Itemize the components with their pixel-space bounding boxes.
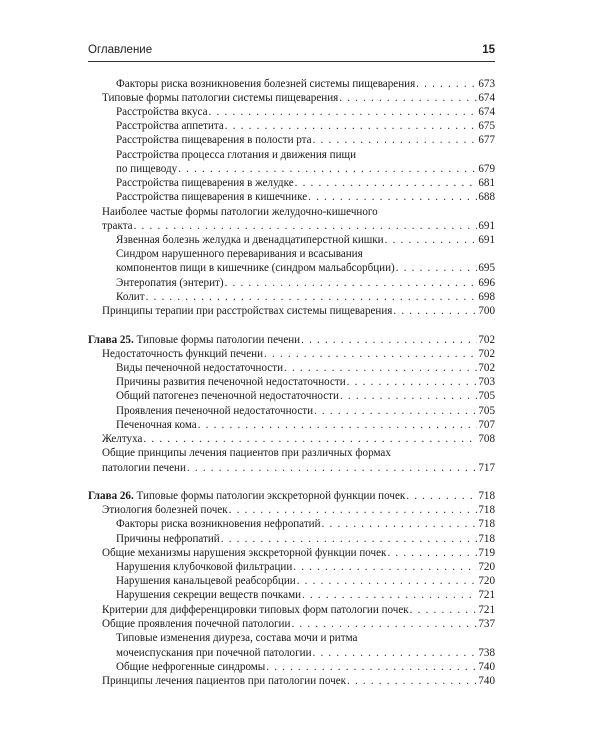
toc-entry — [88, 546, 495, 560]
toc-page-number: 674 — [478, 92, 495, 104]
toc-row — [88, 404, 495, 418]
toc-page-number: 700 — [478, 305, 495, 317]
dot-leader — [308, 190, 477, 204]
toc-title — [102, 461, 186, 475]
toc-row — [88, 574, 495, 588]
toc-title — [116, 133, 312, 147]
toc-entry — [88, 133, 495, 147]
toc-entry — [88, 646, 495, 660]
chapter-label: Глава 25. — [88, 334, 137, 346]
toc-title — [116, 588, 301, 602]
toc-title — [116, 276, 224, 290]
toc-title — [116, 190, 307, 204]
toc-title-text: Типовые формы патологии печени — [136, 334, 301, 346]
toc-title-text: Типовые изменения диуреза, состава мочи и ритма — [116, 632, 358, 644]
toc-page-number: 718 — [478, 518, 495, 530]
dot-leader — [209, 105, 478, 119]
toc-row — [88, 503, 495, 517]
toc-title-text: Энтеропатия (энтерит) — [116, 277, 224, 289]
toc-row — [88, 517, 495, 531]
toc-chapter — [88, 489, 495, 503]
toc-entry — [88, 588, 495, 602]
toc-title — [116, 105, 208, 119]
toc-row — [88, 617, 495, 631]
dot-leader — [314, 404, 477, 418]
dot-leader — [264, 347, 477, 361]
dot-leader — [313, 133, 478, 147]
toc-title-text: Общий патогенез печеночной недостаточности — [116, 390, 339, 402]
toc-row — [88, 91, 495, 105]
toc-title-text: Причины нефропатий — [116, 533, 220, 545]
dot-leader — [134, 219, 478, 233]
toc-row — [88, 361, 495, 375]
toc-page-number: 718 — [478, 533, 495, 545]
toc-title-text: Причины развития печеночной недостаточности — [116, 376, 346, 388]
page-number: 15 — [482, 44, 495, 56]
dot-leader — [146, 290, 478, 304]
toc-page-number: 696 — [478, 277, 495, 289]
running-title: Оглавление — [88, 44, 153, 56]
toc-page-number: 705 — [478, 405, 495, 417]
toc-title — [88, 489, 405, 503]
toc-title-text: Печеночная кома — [116, 419, 197, 431]
toc-entry — [88, 446, 495, 460]
dot-leader — [410, 603, 478, 617]
toc-page-number: 691 — [478, 220, 495, 232]
toc-title-text: Виды печеночной недостаточности — [116, 362, 284, 374]
dot-leader — [302, 588, 477, 602]
toc-row — [88, 162, 495, 176]
toc-row — [88, 560, 495, 574]
dot-leader — [416, 77, 477, 91]
toc-page-number: 679 — [478, 163, 495, 175]
toc-title — [102, 205, 378, 219]
dot-leader — [297, 574, 478, 588]
toc-page-number: 702 — [478, 362, 495, 374]
toc-title-text: Синдром нарушенного переваривания и всасывания — [116, 248, 363, 260]
dot-leader — [229, 503, 478, 517]
toc-title-text: Общие проявления почечной патологии — [102, 618, 291, 630]
dot-leader — [225, 276, 478, 290]
toc-row — [88, 176, 495, 190]
toc-entry — [88, 389, 495, 403]
toc-title-text: Колит — [116, 291, 145, 303]
toc-row — [88, 133, 495, 147]
toc-page-number: 705 — [478, 390, 495, 402]
dot-leader — [225, 119, 478, 133]
toc-title — [102, 617, 290, 631]
toc-page-number: 702 — [478, 348, 495, 360]
toc-entry — [88, 233, 495, 247]
toc-title — [116, 162, 177, 176]
toc-row — [88, 631, 495, 645]
toc-title-text: Нарушения канальцевой реабсорбции — [116, 575, 296, 587]
toc-entry — [88, 404, 495, 418]
toc-title — [102, 446, 391, 460]
dot-leader — [143, 432, 477, 446]
toc-title — [88, 333, 300, 347]
dot-leader — [301, 333, 477, 347]
toc-page-number: 740 — [478, 661, 495, 673]
toc-title — [116, 375, 346, 389]
dot-leader — [340, 389, 477, 403]
toc-row — [88, 148, 495, 162]
toc-row — [88, 546, 495, 560]
toc-title-text: Принципы терапии при расстройствах системы пищеварения — [102, 305, 393, 317]
toc-entry — [88, 560, 495, 574]
dot-leader — [347, 674, 477, 688]
toc-title — [116, 646, 312, 660]
header-divider — [88, 61, 495, 62]
toc-entry — [88, 304, 495, 318]
toc-entry — [88, 290, 495, 304]
toc-title — [116, 418, 197, 432]
toc-row — [88, 389, 495, 403]
toc-row — [88, 261, 495, 275]
dot-leader — [322, 517, 478, 531]
page-header — [88, 44, 495, 60]
toc-title — [116, 389, 339, 403]
toc-title-text: компонентов пищи в кишечнике (синдром мальабсорбции) — [116, 262, 395, 274]
toc-row — [88, 304, 495, 318]
toc-chapter — [88, 333, 495, 347]
toc-entry — [88, 261, 495, 275]
toc-title — [116, 532, 220, 546]
toc-page-number: 719 — [478, 547, 495, 559]
toc-entry — [88, 503, 495, 517]
toc-entry — [88, 276, 495, 290]
toc-title-text: Общие механизмы нарушения экскреторной функции почек — [102, 547, 387, 559]
toc-title — [116, 77, 415, 91]
dot-leader — [178, 162, 477, 176]
toc-page-number: 738 — [478, 647, 495, 659]
toc-page-number: 708 — [478, 433, 495, 445]
toc-page-number: 702 — [478, 334, 495, 346]
toc-row — [88, 674, 495, 688]
toc-page-number: 740 — [478, 675, 495, 687]
toc-title — [116, 233, 384, 247]
toc-page-number: 720 — [478, 561, 495, 573]
dot-leader — [187, 461, 477, 475]
toc-entry — [88, 347, 495, 361]
toc-title-text: Язвенная болезнь желудка и двенадцатиперстной кишки — [116, 234, 384, 246]
toc-page-number: 717 — [478, 462, 495, 474]
toc-page-number: 674 — [478, 106, 495, 118]
toc-title — [116, 247, 363, 261]
chapter-label: Глава 26. — [88, 490, 137, 502]
toc-row — [88, 276, 495, 290]
toc-row — [88, 446, 495, 460]
toc-entry — [88, 631, 495, 645]
toc-title-text: Типовые формы патологии системы пищеварения — [102, 92, 339, 104]
dot-leader — [295, 176, 478, 190]
toc-title-text: мочеиспускания при почечной патологии — [116, 647, 312, 659]
toc-title-text: Расстройства аппетита — [116, 120, 224, 132]
toc-entry — [88, 660, 495, 674]
toc-row — [88, 461, 495, 475]
toc-title-text: Принципы лечения пациентов при патологии почек — [102, 675, 347, 687]
toc-row — [88, 660, 495, 674]
toc-title — [102, 432, 142, 446]
toc-title-text: Расстройства вкуса — [116, 106, 208, 118]
toc-page-number: 707 — [478, 419, 495, 431]
toc-title-text: Расстройства пищеварения в кишечнике — [116, 191, 308, 203]
toc-entry — [88, 517, 495, 531]
toc-page-number: 718 — [478, 504, 495, 516]
toc-entry — [88, 574, 495, 588]
toc-entry — [88, 148, 495, 162]
dot-leader — [385, 233, 478, 247]
toc-row — [88, 347, 495, 361]
toc-title-text: Общие нефрогенные синдромы — [116, 661, 266, 673]
toc-row — [88, 290, 495, 304]
toc-title-text: Факторы риска возникновения нефропатий — [116, 518, 321, 530]
toc-title — [116, 517, 321, 531]
toc-row — [88, 105, 495, 119]
toc-row — [88, 333, 495, 347]
toc-page-number: 720 — [478, 575, 495, 587]
toc-row — [88, 432, 495, 446]
toc-row — [88, 588, 495, 602]
toc-title — [116, 361, 283, 375]
toc-entry — [88, 91, 495, 105]
toc-title-text: Типовые формы патологии экскреторной функции почек — [136, 490, 406, 502]
dot-leader — [266, 660, 477, 674]
dot-leader — [396, 261, 478, 275]
toc-page-number: 675 — [478, 120, 495, 132]
toc-row — [88, 532, 495, 546]
toc-title — [116, 148, 356, 162]
toc-title-text: Этиология болезней почек — [102, 504, 228, 516]
toc-row — [88, 190, 495, 204]
toc-title — [116, 574, 296, 588]
toc-entry — [88, 162, 495, 176]
toc-title-text: Критерии для дифференцировки типовых форм патологии почек — [102, 604, 409, 616]
dot-leader — [291, 617, 477, 631]
toc-entry — [88, 418, 495, 432]
toc-entry — [88, 617, 495, 631]
toc-title — [102, 347, 263, 361]
toc-row — [88, 233, 495, 247]
toc-page-number: 688 — [478, 191, 495, 203]
toc-entry — [88, 674, 495, 688]
toc-entry — [88, 77, 495, 91]
toc-title — [116, 290, 145, 304]
toc-title-text: Наиболее частые формы патологии желудочно-кишечного — [102, 206, 378, 218]
toc-title-text: Общие принципы лечения пациентов при различных формах — [102, 447, 391, 459]
toc-entry — [88, 361, 495, 375]
toc-title-text: Проявления печеночной недостаточности — [116, 405, 314, 417]
toc-page-number: 673 — [478, 78, 495, 90]
toc-entry — [88, 247, 495, 261]
toc-row — [88, 119, 495, 133]
dot-leader — [221, 532, 478, 546]
toc-title-text: патологии печени — [102, 462, 186, 474]
toc-row — [88, 646, 495, 660]
dot-leader — [293, 560, 477, 574]
dot-leader — [339, 91, 477, 105]
toc-entry — [88, 190, 495, 204]
toc-title — [116, 404, 313, 418]
toc-entry — [88, 432, 495, 446]
toc-entry — [88, 176, 495, 190]
toc-title — [102, 219, 133, 233]
toc-title — [102, 603, 409, 617]
toc-page-number: 721 — [478, 604, 495, 616]
toc-title-text: Желтуха — [102, 433, 143, 445]
toc-row — [88, 375, 495, 389]
dot-leader — [313, 646, 478, 660]
toc-row — [88, 489, 495, 503]
toc-title — [116, 176, 294, 190]
toc-title-text: Расстройства процесса глотания и движения пищи — [116, 149, 357, 161]
toc-entry — [88, 105, 495, 119]
toc-row — [88, 247, 495, 261]
toc-page-number: 695 — [478, 262, 495, 274]
toc-row — [88, 205, 495, 219]
toc-title-text: Нарушения клубочковой фильтрации — [116, 561, 293, 573]
toc-entry — [88, 532, 495, 546]
toc-title-text: Нарушения секреции веществ почками — [116, 589, 302, 601]
toc-page-number: 703 — [478, 376, 495, 388]
toc-row — [88, 603, 495, 617]
dot-leader — [347, 375, 478, 389]
toc-page-number: 681 — [478, 177, 495, 189]
dot-leader — [387, 546, 477, 560]
toc-title-text: по пищеводу — [116, 163, 178, 175]
toc-page-number: 737 — [478, 618, 495, 630]
toc-title — [116, 560, 292, 574]
toc-title-text: Недостаточность функций печени — [102, 348, 264, 360]
toc-title — [102, 546, 386, 560]
toc-page-number: 677 — [478, 134, 495, 146]
toc-title-text: Факторы риска возникновения болезней системы пищеварения — [116, 78, 416, 90]
toc-entry — [88, 603, 495, 617]
toc-entry — [88, 219, 495, 233]
toc-title — [102, 674, 346, 688]
toc-title — [102, 503, 228, 517]
dot-leader — [393, 304, 477, 318]
toc-page-number: 721 — [478, 589, 495, 601]
toc-entry — [88, 205, 495, 219]
toc-page-number: 691 — [478, 234, 495, 246]
toc-title — [116, 660, 265, 674]
toc-title — [102, 304, 392, 318]
toc-title-text: Расстройства пищеварения в желудке — [116, 177, 294, 189]
dot-leader — [406, 489, 477, 503]
toc-title — [116, 631, 357, 645]
toc-page-number: 718 — [478, 490, 495, 502]
dot-leader — [284, 361, 477, 375]
toc-row — [88, 219, 495, 233]
toc-title — [102, 91, 338, 105]
toc-entry — [88, 119, 495, 133]
toc-entry — [88, 461, 495, 475]
toc-title — [116, 261, 395, 275]
dot-leader — [198, 418, 478, 432]
toc-row — [88, 418, 495, 432]
toc-page-number: 698 — [478, 291, 495, 303]
toc-title-text: Расстройства пищеварения в полости рта — [116, 134, 312, 146]
toc-title-text: тракта — [102, 220, 133, 232]
toc-row — [88, 77, 495, 91]
toc-entry — [88, 375, 495, 389]
toc-title — [116, 119, 224, 133]
